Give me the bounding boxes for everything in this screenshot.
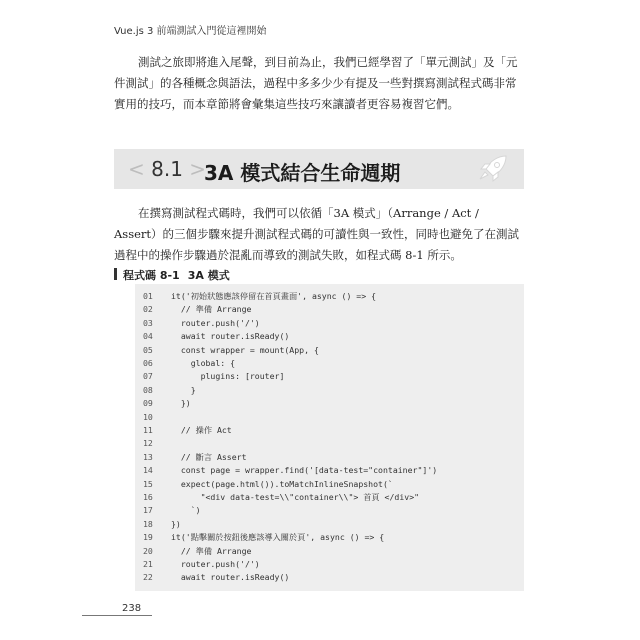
line-number: 07	[143, 371, 153, 382]
line-number: 21	[143, 559, 153, 569]
line-number: 09	[143, 398, 153, 409]
rocket-icon	[476, 153, 510, 185]
line-number: 04	[143, 331, 153, 342]
code-text: // 操作 Act	[171, 425, 232, 435]
intro-paragraph: 測試之旅即將進入尾聲，到目前為止，我們已經學習了「單元測試」及「元件測試」的各種概念與語法，過程中多多少少有提及一些對撰寫測試程式碼非常實用的技巧，而本章節將會彙集這些技巧來讓讀者更容易複習它們。	[114, 55, 518, 111]
code-line	[135, 545, 524, 558]
line-number: 13	[143, 451, 153, 462]
code-line	[135, 344, 524, 357]
line-number: 20	[143, 545, 153, 556]
right-bracket: >	[189, 157, 207, 181]
code-text: global: {	[171, 358, 236, 368]
code-line	[135, 384, 524, 397]
code-line	[135, 451, 524, 464]
line-number: 06	[143, 358, 153, 368]
code-line	[135, 290, 524, 303]
line-number: 12	[143, 438, 153, 449]
line-number: 15	[143, 478, 153, 489]
section-title: 3A 模式結合生命週期	[204, 161, 401, 185]
line-number: 11	[143, 425, 153, 435]
code-line	[135, 478, 524, 491]
code-line	[135, 558, 524, 571]
code-text: `)	[171, 505, 201, 516]
line-number: 03	[143, 317, 153, 328]
code-caption-label: 程式碼 8-1	[123, 269, 180, 282]
code-text: })	[171, 398, 191, 409]
code-block	[135, 284, 524, 591]
section-number-text: 8.1	[151, 157, 183, 181]
code-text: it('點擊關於按鈕後應該導入關於頁', async () => {	[171, 532, 385, 543]
code-text: router.push('/')	[171, 559, 260, 569]
line-number: 10	[143, 411, 153, 422]
section-number	[128, 157, 206, 181]
line-number: 14	[143, 465, 153, 476]
code-line	[135, 330, 524, 343]
code-text: // 斷言 Assert	[171, 451, 247, 462]
left-bracket: <	[128, 157, 145, 181]
code-text: expect(page.html()).toMatchInlineSnapshot(`	[171, 478, 393, 489]
code-text: it('初始狀態應該停留在首頁畫面', async () => {	[171, 291, 377, 301]
code-line	[135, 370, 524, 383]
code-text: await router.isReady()	[171, 331, 290, 342]
code-line	[135, 504, 524, 517]
line-number: 18	[143, 518, 153, 529]
code-text: plugins: [router]	[171, 371, 285, 382]
code-text: await router.isReady()	[171, 572, 290, 583]
body-paragraph: 在撰寫測試程式碼時，我們可以依循「3A 模式」（Arrange / Act / Assert）的三個步驟來提升測試程式碼的可讀性與一致性，同時也避免了在測試過程中的操作步驟過於混亂而導致的測試失敗，如程式碼 8-1 所示。	[114, 206, 520, 262]
line-number: 17	[143, 505, 153, 516]
code-line	[135, 491, 524, 504]
line-number: 05	[143, 344, 153, 355]
running-header: Vue.js 3 前端測試入門從這裡開始	[114, 26, 267, 37]
line-number: 19	[143, 532, 153, 543]
code-line	[135, 437, 524, 450]
line-number: 08	[143, 384, 153, 395]
code-text: }	[171, 384, 196, 395]
code-line	[135, 411, 524, 424]
line-number: 02	[143, 304, 153, 315]
line-number: 16	[143, 492, 153, 502]
code-line	[135, 303, 524, 316]
code-text: })	[171, 518, 181, 529]
page-number: 238	[122, 603, 142, 614]
line-number: 01	[143, 291, 153, 301]
code-caption-title: 3A 模式	[187, 269, 230, 282]
code-line	[135, 571, 524, 584]
code-line	[135, 531, 524, 544]
code-line	[135, 397, 524, 410]
section-banner	[114, 149, 524, 189]
code-line	[135, 317, 524, 330]
code-caption	[117, 267, 230, 283]
code-line	[135, 464, 524, 477]
code-line	[135, 357, 524, 370]
code-text: // 準備 Arrange	[171, 545, 252, 556]
code-line	[135, 424, 524, 437]
code-text: const wrapper = mount(App, {	[171, 344, 319, 355]
code-text: // 準備 Arrange	[171, 304, 252, 315]
code-line	[135, 518, 524, 531]
code-text: const page = wrapper.find('[data-test="container"]')	[171, 465, 438, 476]
line-number: 22	[143, 572, 153, 583]
footer-rule	[82, 615, 152, 616]
code-text: router.push('/')	[171, 317, 260, 328]
code-text: "<div data-test=\\"container\\"> 首頁 </div>"	[171, 492, 420, 502]
